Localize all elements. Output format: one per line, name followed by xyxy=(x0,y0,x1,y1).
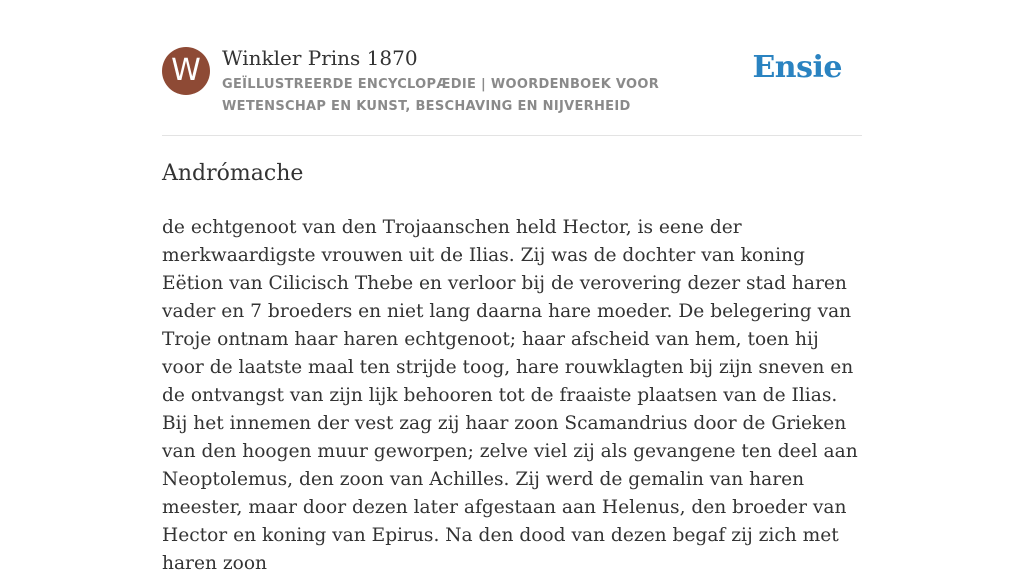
source-subtitle: GEÏLLUSTREERDE ENCYCLOPÆDIE | WOORDENBOEK VOOR WETENSCHAP EN KUNST, BESCHAVING EN NIJVERHEID xyxy=(222,77,660,114)
article-title: Andrómache xyxy=(162,161,304,186)
source-header xyxy=(162,44,862,136)
source-title[interactable]: Winkler Prins 1870 xyxy=(222,46,418,70)
article-body: de echtgenoot van den Trojaanschen held Hector, is eene der merkwaardigste vrouwen uit de Ilias. Zij was de dochter van koning Eëtion van Cilicisch Thebe en verloor bij de verovering dezer stad haren vader en 7 broeders en niet lang daarna hare moeder. De belegering van Troje ontnam haar haren echtgenoot; haar afscheid van hem, toen hij voor de laatste maal ten strijde toog, hare rouwklagten bij zijn sneven en de ontvangst van zijn lijk behooren tot de fraaiste plaatsen van de Ilias. Bij het innemen der vest zag zij haar zoon Scamandrius door de Grieken van den hoogen muur geworpen; zelve viel zij als gevangene ten deel aan Neoptolemus, den zoon van Achilles. Zij werd de gemalin van haren meester, maar door dezen later afgestaan aan Helenus, den broeder van Hector en koning van Epirus. Na den dood van dezen begaf zij zich met haren zoon xyxy=(162,217,858,574)
source-avatar[interactable]: W xyxy=(162,47,210,95)
article xyxy=(162,156,862,578)
ensie-logo[interactable]: Ensie xyxy=(752,50,842,85)
